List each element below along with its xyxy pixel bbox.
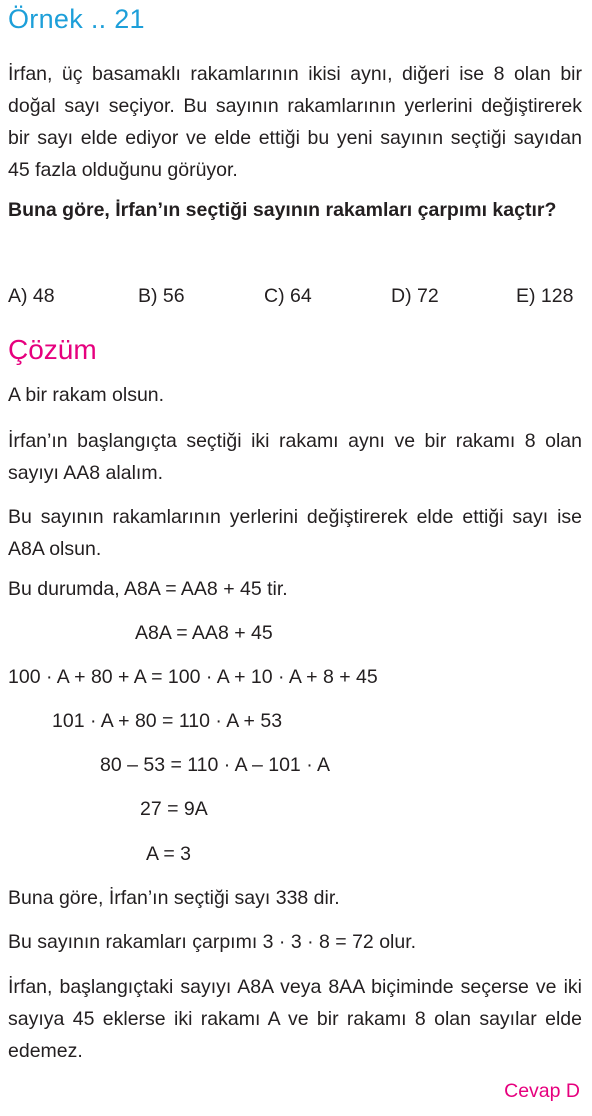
equation-line: A = 3 [146,843,191,865]
choice-b: B) 56 [138,285,185,307]
answer-label: Cevap D [504,1080,580,1102]
equation-line: 100 · A + 80 + A = 100 · A + 10 · A + 8 + 45 [8,666,378,688]
choice-c: C) 64 [264,285,312,307]
choice-a: A) 48 [8,285,55,307]
equation-line: 80 – 53 = 110 · A – 101 · A [100,754,331,776]
solution-product: Bu sayının rakamları çarpımı 3 · 3 · 8 = 72 olur. [8,931,417,953]
solution-note: İrfan, başlangıçtaki sayıyı A8A veya 8AA biçiminde seçerse ve iki sayıya 45 eklerse iki rakamı A ve bir rakamı 8 olan sayılar elde edemez. [8,976,582,1062]
problem-question: Buna göre, İrfan’ın seçtiği sayının rakamları çarpımı kaçtır? [8,199,557,221]
solution-step-1: İrfan’ın başlangıçta seçtiği iki rakamı aynı ve bir rakamı 8 olan sayıyı AA8 alalım. [8,430,582,484]
choice-d: D) 72 [391,285,439,307]
solution-intro: A bir rakam olsun. [8,384,165,406]
equation-line: 27 = 9A [140,798,208,820]
solution-step-3: Bu durumda, A8A = AA8 + 45 tir. [8,578,288,600]
solution-step-2: Bu sayının rakamlarının yerlerini değiştirerek elde ettiği sayı ise A8A olsun. [8,506,582,560]
problem-text: İrfan, üç basamaklı rakamlarının ikisi aynı, diğeri ise 8 olan bir doğal sayı seçiyor. Bu sayının rakamlarının yerlerini değiştirerek bir sayı elde ediyor ve elde ettiği bu yeni sayının seçtiği sayıdan 45 fazla olduğunu görüyor. [8,63,582,181]
choice-e: E) 128 [516,285,574,307]
equation-line: A8A = AA8 + 45 [135,622,273,644]
example-title: Örnek .. 21 [8,4,145,34]
solution-title: Çözüm [8,334,97,365]
equation-line: 101 · A + 80 = 110 · A + 53 [52,710,283,732]
solution-result: Buna göre, İrfan’ın seçtiği sayı 338 dir. [8,887,340,909]
